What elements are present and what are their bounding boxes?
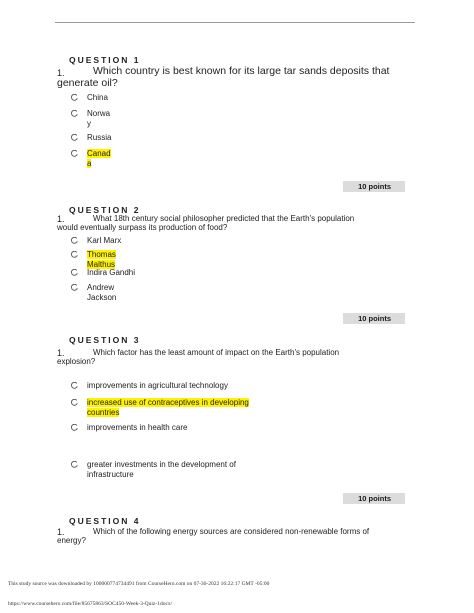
question-1-number: 1. (57, 68, 65, 78)
option-label: China (87, 93, 108, 102)
question-1-text (57, 65, 407, 89)
question-2-text (57, 214, 407, 232)
question-4-number: 1. (57, 527, 65, 537)
option-label: Andrew Jackson (87, 283, 117, 302)
question-3-text (57, 348, 407, 366)
radio-button-icon[interactable] (71, 94, 78, 101)
question-2-header: QUESTION 2 (69, 205, 141, 215)
radio-button-icon[interactable] (71, 399, 78, 406)
question-2-text-line1: What 18th century social philosopher predicted that the Earth's population (93, 214, 355, 223)
question-2-number: 1. (57, 214, 65, 224)
radio-button-icon[interactable] (71, 237, 78, 244)
radio-button-icon[interactable] (71, 284, 78, 291)
option-label: Indira Gandhi (87, 268, 136, 277)
radio-button-icon[interactable] (71, 110, 78, 117)
question-2-points: 10 points (343, 313, 405, 324)
radio-button-icon[interactable] (71, 269, 78, 276)
option-label: increased use of contraceptives in developing countries (87, 398, 249, 417)
option-label: Russia (87, 133, 112, 142)
radio-button-icon[interactable] (71, 134, 78, 141)
question-1-header: QUESTION 1 (69, 55, 141, 65)
option-label: Thomas Malthus (87, 250, 116, 269)
radio-button-icon[interactable] (71, 251, 78, 258)
question-4-text-line1: Which of the following energy sources are considered non-renewable forms of (93, 527, 370, 536)
radio-button-icon[interactable] (71, 382, 78, 389)
option-label: greater investments in the development of infrastructure (87, 460, 236, 479)
question-2-text-line2: would eventually surpass its production of food? (57, 223, 228, 233)
option-label: Canad a (87, 149, 111, 168)
question-3-number: 1. (57, 348, 65, 358)
question-4-text-line2: energy? (57, 536, 86, 546)
question-3-header: QUESTION 3 (69, 335, 141, 345)
radio-button-icon[interactable] (71, 461, 78, 468)
question-4-header: QUESTION 4 (69, 516, 141, 526)
question-4-text (57, 527, 407, 545)
question-1-text-line1: Which country is best known for its large tar sands deposits that (93, 65, 390, 77)
option-label: Karl Marx (87, 236, 122, 245)
question-3-text-line1: Which factor has the least amount of impact on the Earth's population (93, 348, 340, 357)
radio-button-icon[interactable] (71, 150, 78, 157)
option-label: improvements in agricultural technology (87, 381, 228, 390)
radio-button-icon[interactable] (71, 424, 78, 431)
top-rule (55, 22, 415, 23)
question-1-text-line2: generate oil? (57, 77, 118, 90)
question-3-text-line2: explosion? (57, 357, 96, 367)
option-label: Norwa y (87, 109, 111, 128)
question-1-points: 10 points (343, 181, 405, 192)
option-label: improvements in health care (87, 423, 188, 432)
question-3-points: 10 points (343, 493, 405, 504)
source-url[interactable]: https://www.coursehero.com/file/85675863/SOC450-Week-3-Quiz-1docx/ (8, 601, 173, 607)
download-notice: This study source was downloaded by 100000774734491 from CourseHero.com on 07-30-2022 16:22:17 GMT -05:00 (8, 581, 270, 587)
